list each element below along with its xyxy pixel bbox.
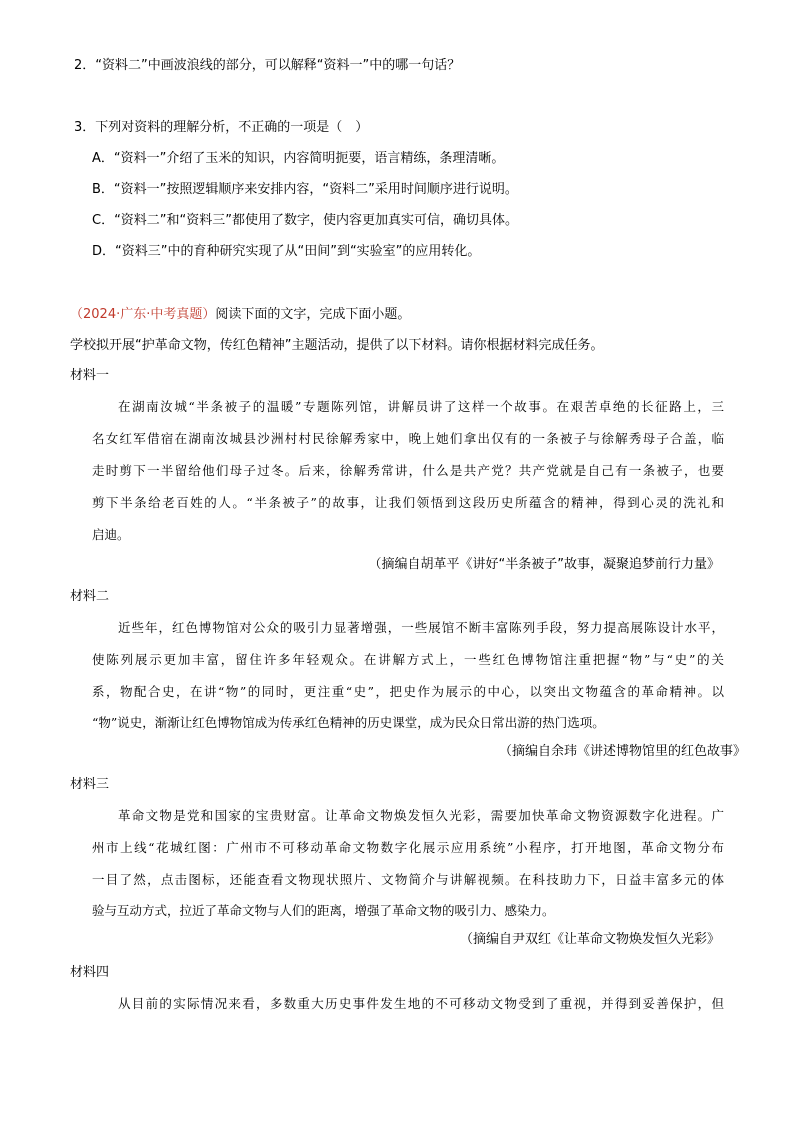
material-4-line-1: 从目前的实际情况来看，多数重大历史事件发生地的不可移动文物受到了重视，并得到妥善保护，但 bbox=[118, 996, 724, 1011]
question-3-option-d: D．“资料三”中的育种研究实现了从“田间”到“实验室”的应用转化。 bbox=[92, 244, 481, 259]
material-2-heading: 材料二 bbox=[70, 589, 110, 604]
material-2-citation: （摘编自余玮《讲述博物馆里的红色故事》 bbox=[498, 744, 746, 759]
question-3-option-b: B．“资料一”按照逻辑顺序来安排内容，“资料二”采用时间顺序进行说明。 bbox=[92, 182, 518, 197]
material-1-line-3: 走时剪下一半留给他们母子过冬。后来，徐解秀常讲，什么是共产党？共产党就是自己有一条被子，也要 bbox=[92, 463, 724, 478]
material-2-line-4: “物”说史，渐渐让红色博物馆成为传承红色精神的历史课堂，成为民众日常出游的热门选项。 bbox=[92, 715, 605, 730]
material-3-citation: （摘编自尹双红《让革命文物焕发恒久光彩》 bbox=[459, 932, 720, 947]
material-1-heading: 材料一 bbox=[70, 368, 110, 383]
material-3-line-2: 州市上线“花城红图：广州市不可移动革命文物数字化展示应用系统”小程序，打开地图，革命文物分布 bbox=[92, 840, 724, 855]
material-3-heading: 材料三 bbox=[70, 777, 110, 792]
source-tag: （2024·广东·中考真题） bbox=[70, 307, 216, 322]
question-3-option-a: A．“资料一”介绍了玉米的知识，内容简明扼要，语言精练，条理清晰。 bbox=[92, 151, 505, 166]
material-4-heading: 材料四 bbox=[70, 965, 110, 980]
material-1-citation: （摘编自胡革平《讲好“半条被子”故事，凝聚追梦前行力量》 bbox=[368, 557, 720, 572]
material-1-line-2: 名女红军借宿在湖南汝城县沙洲村村民徐解秀家中，晚上她们拿出仅有的一条被子与徐解秀母子合盖，临 bbox=[92, 431, 724, 446]
passage-instruction: 阅读下面的文字，完成下面小题。 bbox=[215, 307, 411, 322]
passage-intro: 学校拟开展“护革命文物，传红色精神”主题活动，提供了以下材料。请你根据材料完成任务。 bbox=[70, 338, 604, 353]
material-3-line-1: 革命文物是党和国家的宝贵财富。让革命文物焕发恒久光彩，需要加快革命文物资源数字化进程。广 bbox=[118, 808, 724, 823]
material-1-line-4: 剪下半条给老百姓的人。“半条被子”的故事，让我们领悟到这段历史所蕴含的精神，得到心灵的洗礼和 bbox=[92, 495, 724, 510]
material-2-line-3: 系，物配合史，在讲“物”的同时，更注重“史”，把史作为展示的中心，以突出文物蕴含的革命精神。以 bbox=[92, 684, 724, 699]
material-3-line-3: 一目了然，点击图标，还能查看文物现状照片、文物简介与讲解视频。在科技助力下，日益丰富多元的体 bbox=[92, 872, 724, 887]
question-2: 2．“资料二”中画波浪线的部分，可以解释“资料一”中的哪一句话？ bbox=[74, 58, 461, 73]
material-2-line-1: 近些年，红色博物馆对公众的吸引力显著增强，一些展馆不断丰富陈列手段，努力提高展陈设计水平， bbox=[118, 620, 724, 635]
material-1-line-5: 启迪。 bbox=[92, 527, 130, 542]
question-3-stem: 3．下列对资料的理解分析，不正确的一项是（ ） bbox=[74, 120, 369, 135]
passage-instruction-line bbox=[70, 306, 410, 324]
material-2-line-2: 使陈列展示更加丰富，留住许多年轻观众。在讲解方式上，一些红色博物馆注重把握“物”与“史”的关 bbox=[92, 652, 724, 667]
question-3-option-c: C．“资料二”和“资料三”都使用了数字，使内容更加真实可信，确切具体。 bbox=[92, 213, 519, 228]
material-3-line-4: 验与互动方式，拉近了革命文物与人们的距离，增强了革命文物的吸引力、感染力。 bbox=[92, 903, 555, 918]
material-1-line-1: 在湖南汝城“半条被子的温暖”专题陈列馆，讲解员讲了这样一个故事。在艰苦卓绝的长征路上，三 bbox=[118, 399, 724, 414]
